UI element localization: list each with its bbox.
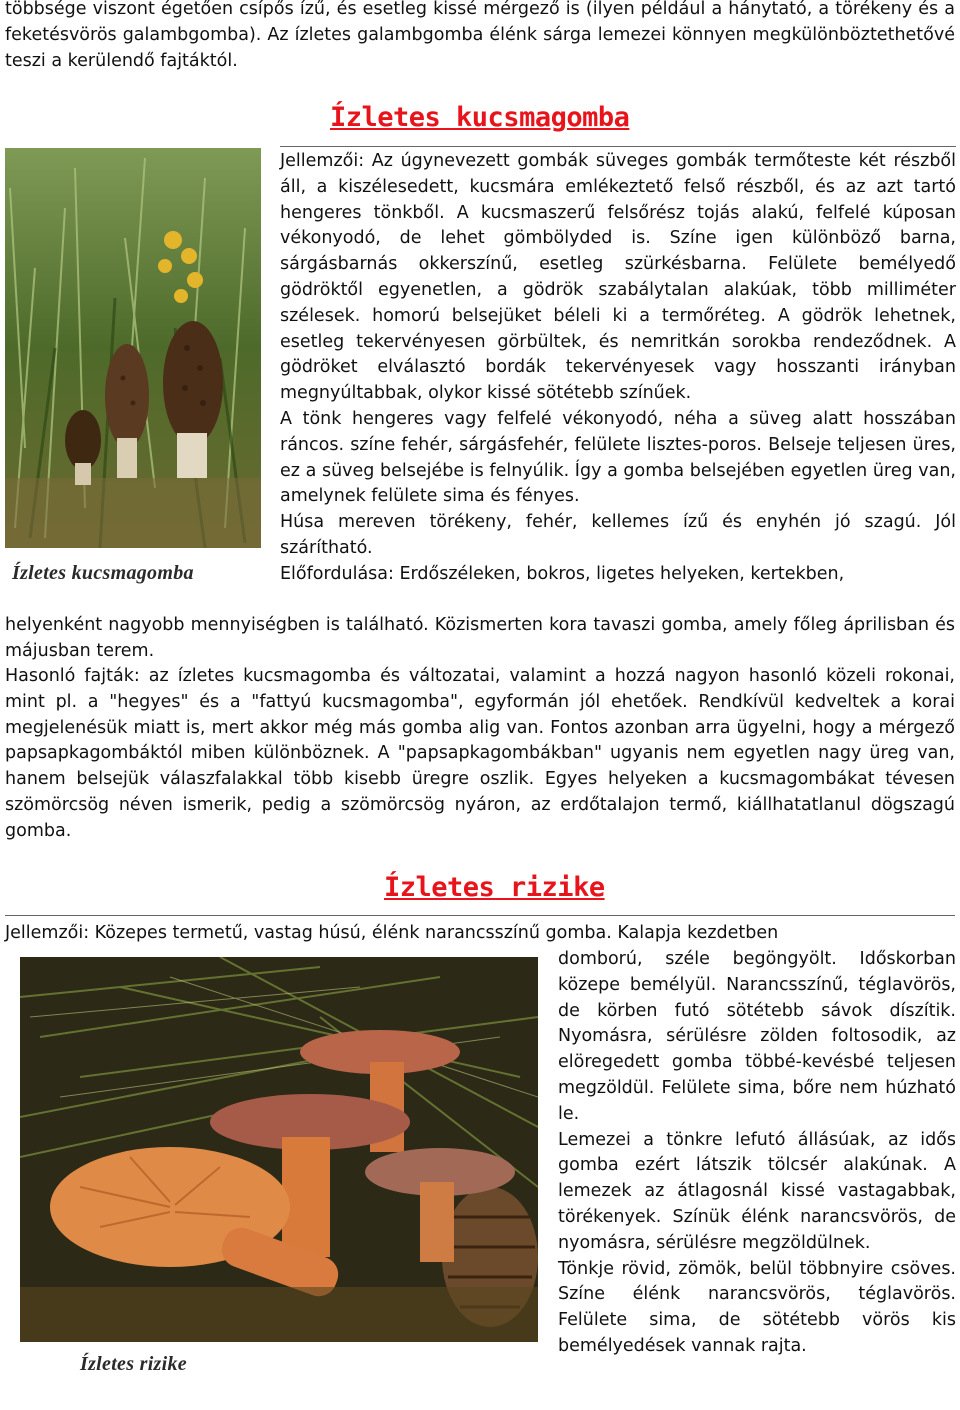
rizike-photo — [20, 957, 538, 1407]
heading-rule — [280, 146, 956, 147]
rizike-column-text — [558, 947, 956, 1360]
rizike-lead-line: Jellemzői: Közepes termetű, vastag húsú, élénk narancsszínű gomba. Kalapja kezdetben — [5, 923, 779, 943]
occurrence-paragraph: helyenként nagyobb mennyiségben is található. Közismerten kora tavaszi gomba, amely főleg áprilisban és májusban terem. — [5, 615, 955, 661]
heading-rule-2 — [5, 915, 955, 916]
morel-caption: Ízletes kucsmagomba — [12, 562, 194, 584]
intro-paragraph: többsége viszont égetően csípős ízű, és esetleg kissé mérgező is (ilyen például a hánytató, a törékeny és a feketésvörös galambgomba). Az ízletes galambgomba élénk sárga lemezei könnyen megkülönböztethetővé teszi a kerülendő fajtáktól. — [5, 0, 955, 71]
characteristics-paragraph: Jellemzői: Az úgynevezett gombák süveges gombák termőteste két részből áll, a kiszélesedett, kucsmára emlékeztető felső részből, és az azt tartó hengeres tönkből. A kucsmaszerű felsőrész tojás alakú, felfelé kúposan vékonyodó, de lehet gömbölyded is. Színe igen különböző barna, sárgásbarnás okkerszínű, esetleg szürkésbarna. Felülete bemélyedő gödröktől egyenetlen, a gödrök szabálytalan alakúak, több milliméter szélesek. homorú belsejüket béleli ki a termőréteg. A gödrök lehetnek, esetleg tekervényesen görbültek, és nemritkán sorokba rendeződnek. A gödröket elválasztó bordák tekervényesek vagy hosszanti irányban megnyúltabbak, olykor kissé sötétebb színűek. — [280, 151, 956, 404]
kucsmagomba-side-text — [280, 149, 956, 588]
stem-paragraph: A tönk hengeres vagy felfelé vékonyodó, néha a süveg alatt hosszában ráncos. színe fehér, sárgásfehér, felülete lisztes-poros. Belseje teljesen üres, ez a süveg belsejébe is felnyúlik. Így a gomba belsejében egyetlen üreg van, amelynek felülete sima és fényes. — [280, 408, 956, 507]
rizike-gills-paragraph: Lemezei a tönkre lefutó állásúak, az idős gomba ezért látszik tölcsér alakúnak. A lemezek az átlagosnál kissé vastagabbak, törékenyek. Színük élénk narancsvörös, de nyomásra, sérülésre megzöldülnek. — [558, 1129, 956, 1253]
rizike-caption: Ízletes rizike — [80, 1353, 187, 1375]
flesh-paragraph: Húsa mereven törékeny, fehér, kellemes ízű és enyhén jó szagú. Jól szárítható. — [280, 512, 956, 558]
rizike-stem-paragraph: Tönkje rövid, zömök, belül többnyire csöves. Színe élénk narancsvörös, téglavörös. Felülete sima, de sötétebb vörös kis bemélyedések vannak rajta. — [558, 1258, 956, 1356]
section-title-kucsmagomba: Ízletes kucsmagomba — [330, 102, 630, 133]
occurrence-first-line: Előfordulása: Erdőszéleken, bokros, ligetes helyeken, kertekben, — [280, 563, 845, 584]
rizike-photo-art — [20, 957, 538, 1407]
similar-species-paragraph: Hasonló fajták: az ízletes kucsmagomba és változatai, valamint a hozzá nagyon hasonló közeli rokonai, mint pl. a "hegyes" és a "fattyú kucsmagomba", egyformán jól ehetőek. Rendkívül kedveltek a korai megjelenésük miatt is, mert akkor még más gomba alig van. Fontos azonban arra ügyelni, hogy a mérgező papsapkagombáktól miben különböznek. A "papsapkagombákban" ugyanis nem egyetlen nagy üreg van, hanem belsejük válaszfalakkal több kisebb üregre oszlik. Egyes helyeken a kucsmagombákat tévesen szömörcsög néven ismerik, pedig a szömörcsög nyáron, az erdőtalajon termő, kiállhatatlanul dögszagú gomba. — [5, 666, 955, 841]
morel-photo — [5, 148, 261, 595]
section-title-rizike: Ízletes rizike — [384, 872, 605, 903]
morel-photo-art — [5, 148, 261, 595]
rizike-cap-paragraph: domború, széle begöngyölt. Időskorban közepe bemélyül. Narancsszínű, téglavörös, de körben futó sötétebb sávok díszítik. Nyomásra, sérülésre zölden foltosodik, az elöregedett gomba többé-kevésbé teljesen megzöldül. Felülete sima, bőre nem húzható le. — [558, 949, 956, 1124]
